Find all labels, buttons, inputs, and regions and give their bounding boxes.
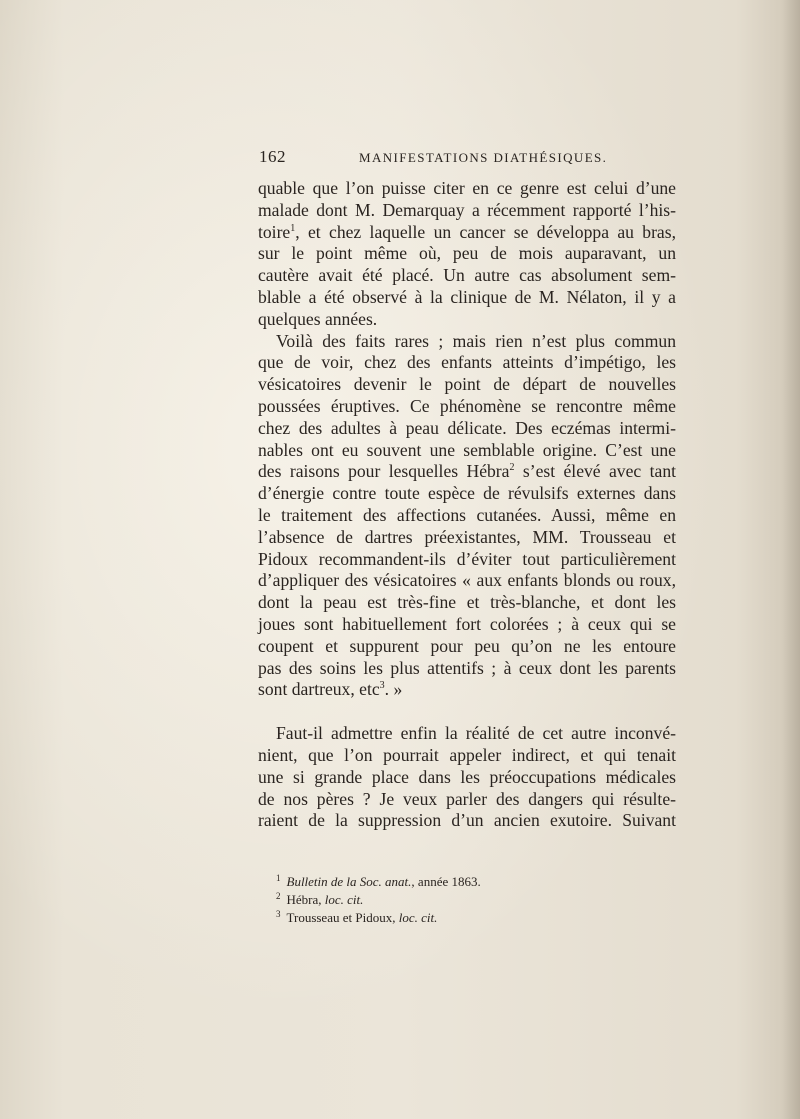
footnote-ref: 2 bbox=[509, 462, 515, 474]
footnotes bbox=[276, 873, 676, 927]
text-line: cautère avait été placé. Un autre cas absolument sem- bbox=[258, 265, 676, 286]
footnote-italic: Bulletin de la Soc. anat. bbox=[286, 874, 412, 889]
text-line: le traitement des affections cutanées. Aussi, même en bbox=[258, 504, 676, 525]
text-line: nables ont eu souvent une semblable origine. C’est une bbox=[258, 439, 676, 460]
text-fragment: des raisons pour lesquelles Hébra bbox=[258, 461, 510, 482]
paragraph-3 bbox=[258, 723, 676, 832]
text-line: blable a été observé à la clinique de M. Nélaton, il y a bbox=[258, 286, 676, 307]
page-number: 162 bbox=[259, 147, 286, 166]
text-line: vésicatoires devenir le point de départ de nouvelles bbox=[258, 374, 676, 395]
text-line: l’absence de dartres préexistantes, MM. Trousseau et bbox=[258, 526, 676, 547]
text-line: raient de la suppression d’un ancien exutoire. Suivant bbox=[258, 810, 676, 831]
text-fragment: . » bbox=[384, 679, 403, 700]
text-line: quable que l’on puisse citer en ce genre est celui d’une bbox=[258, 178, 676, 198]
text-line bbox=[258, 679, 676, 701]
text-line: Faut-il admettre enfin la réalité de cet autre inconvé- bbox=[276, 723, 676, 744]
text-line: d’appliquer des vésicatoires « aux enfants blonds ou roux, bbox=[258, 570, 676, 591]
running-head bbox=[259, 147, 679, 169]
paragraph-2 bbox=[258, 331, 676, 702]
text-line: une si grande place dans les préoccupations médicales bbox=[258, 766, 676, 787]
footnote-2 bbox=[276, 891, 676, 909]
text-line: chez des adultes à peau délicate. Des eczémas intermi- bbox=[258, 417, 676, 438]
text-line: joues sont habituellement fort colorées ; à ceux qui se bbox=[258, 613, 676, 634]
footnote-number: 3 bbox=[276, 908, 281, 919]
text-line: que de voir, chez des enfants atteints d’impétigo, les bbox=[258, 352, 676, 373]
text-line: dont la peau est très-fine et très-blanche, et dont les bbox=[258, 592, 676, 613]
footnote-text: Hébra, bbox=[286, 892, 325, 907]
text-line: sur le point même où, peu de mois auparavant, un bbox=[258, 243, 676, 264]
text-line: de nos pères ? Je veux parler des dangers qui résulte- bbox=[258, 788, 676, 809]
text-line bbox=[258, 222, 676, 244]
footnote-ref: 3 bbox=[379, 680, 385, 692]
text-line: Voilà des faits rares ; mais rien n’est plus commun bbox=[276, 330, 676, 351]
footnote-text: Trousseau et Pidoux, bbox=[286, 910, 399, 925]
text-line bbox=[258, 461, 676, 483]
text-line: d’énergie contre toute espèce de révulsifs externes dans bbox=[258, 483, 676, 504]
text-line: poussées éruptives. Ce phénomène se rencontre même bbox=[258, 395, 676, 416]
paragraph-spacer bbox=[258, 701, 676, 723]
footnote-ref: 1 bbox=[290, 222, 296, 234]
footnote-1 bbox=[276, 873, 676, 891]
footnote-italic: loc. cit. bbox=[398, 910, 438, 925]
text-line: Pidoux recommandent-ils d’éviter tout particulièrement bbox=[258, 548, 676, 569]
text-line: coupent et suppurent pour peu qu’on ne les entoure bbox=[258, 635, 676, 656]
text-line: quelques années. bbox=[258, 308, 378, 329]
text-fragment: sont dartreux, etc bbox=[258, 679, 380, 700]
running-title: MANIFESTATIONS DIATHÉSIQUES. bbox=[359, 150, 608, 165]
footnote-text: , année 1863. bbox=[411, 874, 481, 889]
footnote-italic: loc. cit. bbox=[324, 892, 364, 907]
text-line: malade dont M. Demarquay a récemment rapporté l’his- bbox=[258, 199, 676, 220]
footnote-3 bbox=[276, 909, 676, 927]
footnote-number: 1 bbox=[276, 872, 281, 883]
footnote-number: 2 bbox=[276, 890, 281, 901]
text-line: nient, que l’on pourrait appeler indirect, et qui tenait bbox=[258, 744, 676, 765]
text-line: pas des soins les plus attentifs ; à ceux dont les parents bbox=[258, 657, 676, 678]
text-fragment: toire bbox=[258, 221, 291, 242]
body-text bbox=[258, 178, 676, 832]
text-fragment: s’est élevé avec tant bbox=[514, 461, 676, 482]
text-fragment: , et chez laquelle un cancer se développa au bras, bbox=[295, 221, 676, 242]
paragraph-1 bbox=[258, 178, 676, 331]
